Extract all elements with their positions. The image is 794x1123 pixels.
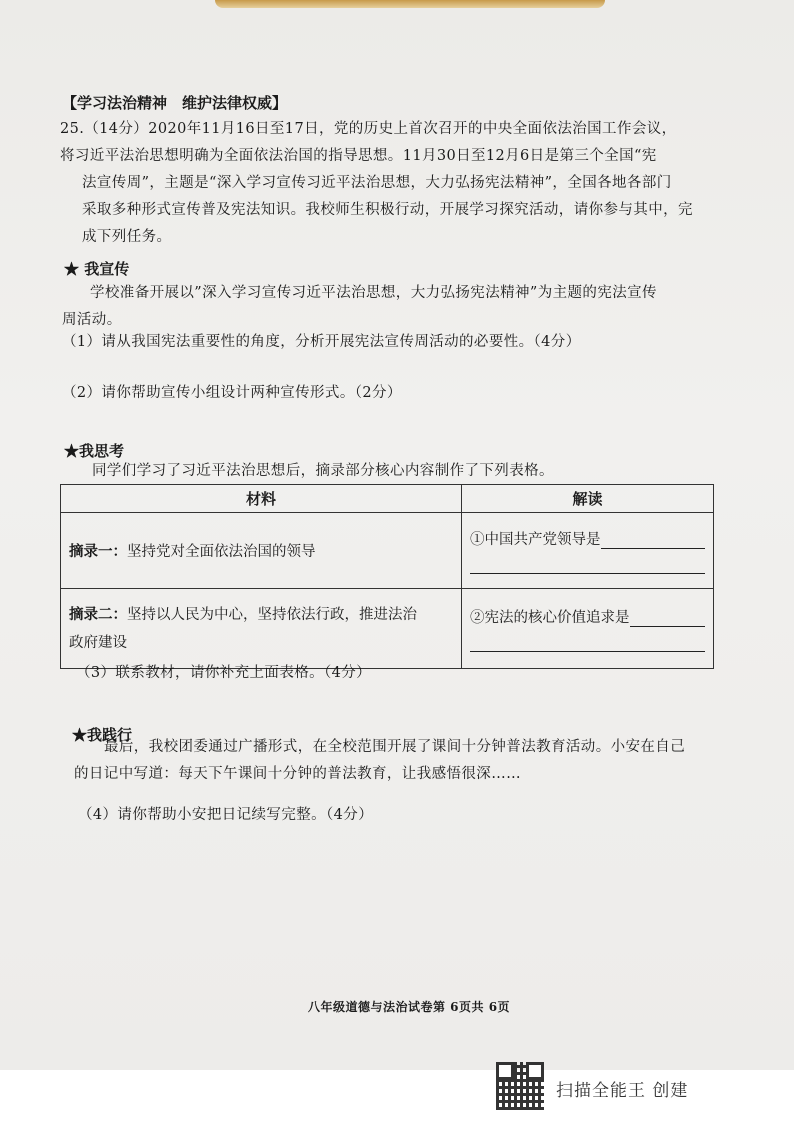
q25-line: 25.（14分）2020年11月16日至17日，党的历史上首次召开的中央全面依法治国工作会议， [60,121,677,137]
section-header: 【学习法治精神 维护法律权威】 [62,94,288,112]
q25-line: 将习近平法治思想明确为全面依法治国的指导思想。11月30日至12月6日是第三个全国“宪 [60,148,657,164]
page-top-band [215,0,605,8]
q25-line: 成下列任务。 [82,229,172,245]
row1-answer-line[interactable] [470,555,705,574]
row1-reading-cell [462,513,714,589]
row1-material-cell [61,513,462,589]
qr-code-icon [496,1062,544,1110]
table-row [61,589,714,669]
row2-reading-cell [462,589,714,669]
q25-line: 法宣传周”，主题是“深入学习宣传习近平法治思想，大力弘扬宪法精神”，全国各地各部门 [82,175,672,191]
part3-title: ★我践行 [72,726,133,744]
row2-material-cont: 政府建设 [69,634,127,651]
row2-material: 坚持以人民为中心，坚持依法行政，推进法治 [127,606,417,623]
table-row [61,513,714,589]
excerpt-table [60,484,714,669]
q25-stem [60,116,693,251]
row1-reading: ①中国共产党领导是 [470,531,601,548]
scanner-watermark: 扫描全能王 创建 [556,1081,689,1101]
part1-intro-line: 周活动。 [62,312,122,328]
question-2: （2）请你帮助宣传小组设计两种宣传形式。（2分） [62,385,402,401]
row2-answer-blank[interactable] [630,610,706,627]
part3-text [74,734,685,788]
part2-intro: 同学们学习了习近平法治思想后，摘录部分核心内容制作了下列表格。 [92,463,554,479]
row2-answer-line[interactable] [470,633,705,652]
row2-material-cell [61,589,462,669]
part3-line: 的日记中写道：每天下午课间十分钟的普法教育，让我感悟很深…… [74,766,521,782]
row2-label: 摘录二： [69,605,127,623]
row2-reading: ②宪法的核心价值追求是 [470,609,630,626]
part1-title: ★ 我宣传 [64,260,130,278]
question-4: （4）请你帮助小安把日记续写完整。（4分） [78,807,374,823]
page-footer: 八年级道德与法治试卷第 6页共 6页 [308,1000,511,1014]
question-3: （3）联系教材，请你补充上面表格。（4分） [76,665,372,681]
part1-intro [62,280,657,334]
q25-line: 采取多种形式宣传普及宪法知识。我校师生积极行动，开展学习探究活动，请你参与其中，完 [82,202,693,218]
row1-answer-blank[interactable] [601,532,706,549]
part2-title: ★我思考 [64,442,125,460]
header-reading: 解读 [462,485,714,513]
part3-line: 最后，我校团委通过广播形式，在全校范围开展了课间十分钟普法教育活动。小安在自己 [104,739,686,755]
table-header-row [61,485,714,513]
part1-intro-line: 学校准备开展以”深入学习宣传习近平法治思想，大力弘扬宪法精神”为主题的宪法宣传 [90,285,657,301]
row1-material: 坚持党对全面依法治国的领导 [127,544,316,560]
row1-label: 摘录一： [69,543,127,560]
question-1: （1）请从我国宪法重要性的角度，分析开展宪法宣传周活动的必要性。（4分） [62,334,581,350]
header-material: 材料 [61,485,462,513]
